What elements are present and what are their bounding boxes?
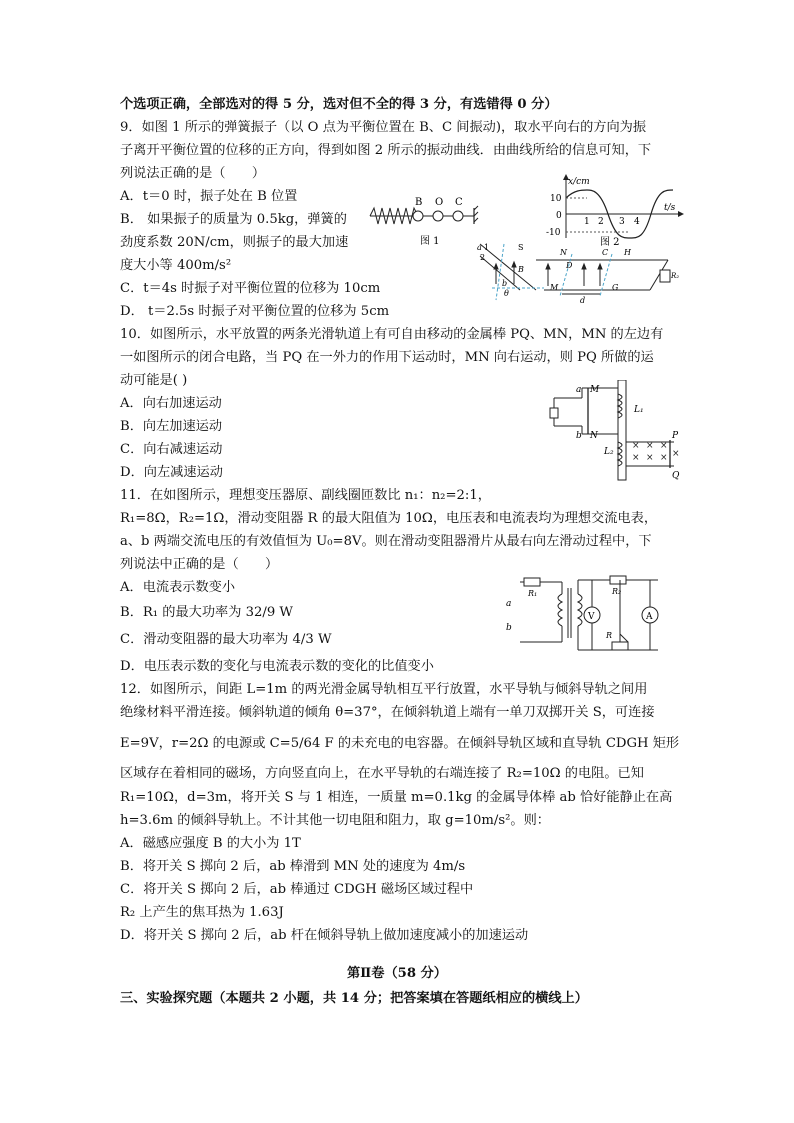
q9-stem-1: 9．如图 1 所示的弹簧振子（以 O 点为平衡位置在 B、C 间振动)，取水平向右的方向为振 bbox=[120, 120, 647, 135]
q9-stem-2: 子离开平衡位置的位移的正方向，得到如图 2 所示的振动曲线．由曲线所给的信息可知，下 bbox=[120, 143, 652, 158]
xtick-1: 1 bbox=[584, 217, 590, 227]
fig12-label-d: D bbox=[566, 261, 573, 270]
transformer-circuit-figure bbox=[502, 572, 666, 658]
svg-text:×: × bbox=[632, 453, 640, 463]
q12-stem-1: 12．如图所示，间距 L=1m 的两光滑金属导轨相互平行放置，水平导轨与倾斜导轨之间用 bbox=[120, 682, 648, 697]
q9-option-c: C．t＝4s 时振子对平衡位置的位移为 10cm bbox=[120, 281, 381, 296]
spring-oscillator-figure bbox=[368, 190, 480, 248]
fig10-label-b: b bbox=[576, 431, 582, 441]
q10-option-a: A．向右加速运动 bbox=[120, 396, 222, 411]
section-3-title: 三、实验探究题（本题共 2 小题，共 14 分；把答案填在答题纸相应的横线上） bbox=[120, 991, 588, 1006]
fig12-label-b: b bbox=[502, 279, 508, 288]
fig2-xlabel: t/s bbox=[664, 203, 676, 213]
fig12-label-field: B bbox=[518, 265, 524, 274]
fig10-label-l1: L₁ bbox=[634, 405, 644, 415]
fig11-label-r: R bbox=[606, 631, 613, 640]
q12-stem-2: 绝缘材料平滑连接。倾斜轨道的倾角 θ=37°，在倾斜轨道上端有一单刀双掷开关 S，可连接 bbox=[120, 705, 655, 720]
q10-stem-1: 10．如图所示，水平放置的两条光滑轨道上有可自由移动的金属棒 PQ、MN，MN 的左边有 bbox=[120, 327, 664, 342]
ytick-neg10: -10 bbox=[546, 228, 561, 238]
fig12-label-2: 2 bbox=[480, 253, 486, 262]
q9-stem-3: 列说法正确的是（ ） bbox=[120, 166, 266, 181]
q9-option-b-2: 劲度系数 20N/cm，则振子的最大加速 bbox=[120, 235, 349, 250]
part-2-title: 第Ⅱ卷（58 分） bbox=[347, 966, 447, 981]
label-c: C bbox=[455, 197, 463, 208]
vibration-curve-figure bbox=[538, 172, 688, 248]
q11-stem-2: R₁=8Ω，R₂=1Ω，滑动变阻器 R 的最大阻值为 10Ω，电压表和电流表均为理想交流电表， bbox=[120, 511, 658, 526]
rail-field-figure bbox=[474, 240, 684, 304]
xtick-4: 4 bbox=[634, 217, 640, 227]
q9-option-a: A．t＝0 时，振子处在 B 位置 bbox=[120, 189, 298, 204]
fig10-label-a: a bbox=[576, 385, 582, 395]
q10-option-d: D．向左减速运动 bbox=[120, 465, 223, 480]
xtick-3: 3 bbox=[619, 217, 625, 227]
voltmeter-label: V bbox=[588, 612, 595, 622]
q12-stem-4: 区域存在着相同的磁场，方向竖直向上，在水平导轨的右端连接了 R₂=10Ω 的电阻。已知 bbox=[120, 766, 644, 781]
fig2-caption: 图 2 bbox=[600, 237, 620, 248]
q12-option-c-2: R₂ 上产生的焦耳热为 1.63J bbox=[120, 905, 284, 920]
svg-text:×: × bbox=[660, 453, 668, 463]
svg-text:×: × bbox=[646, 453, 654, 463]
q10-stem-2: 一如图所示的闭合电路，当 PQ 在一外力的作用下运动时，MN 向右运动，则 PQ 所做的运 bbox=[120, 350, 654, 365]
ytick-0: 0 bbox=[556, 211, 562, 221]
fig12-label-1: 1 bbox=[484, 243, 490, 252]
q11-stem-3: a、b 两端交流电压的有效值恒为 U₀=8V。则在滑动变阻器滑片从最右向左滑动过程中，下 bbox=[120, 534, 652, 549]
fig11-label-b: b bbox=[506, 623, 512, 633]
label-b: B bbox=[415, 197, 423, 208]
fig12-label-m: M bbox=[550, 283, 559, 292]
fig1-caption: 图 1 bbox=[420, 236, 440, 247]
fig12-label-h: H bbox=[624, 248, 631, 257]
q11-stem-1: 11．在如图所示，理想变压器原、副线圈匝数比 n₁：n₂=2:1， bbox=[120, 488, 491, 503]
q11-option-c: C．滑动变阻器的最大功率为 4/3 W bbox=[120, 632, 332, 647]
xtick-2: 2 bbox=[598, 217, 604, 227]
fig11-label-a: a bbox=[506, 599, 512, 609]
fig12-label-a: a bbox=[477, 243, 482, 252]
fig12-label-c: C bbox=[602, 248, 609, 257]
fig12-label-theta: θ bbox=[504, 289, 509, 298]
fig12-label-s: S bbox=[518, 243, 524, 252]
q9-option-b-1: B． 如果振子的质量为 0.5kg，弹簧的 bbox=[120, 212, 347, 227]
svg-text:×: × bbox=[646, 441, 654, 451]
coil-circuit-figure bbox=[548, 380, 682, 484]
q10-option-c: C．向右减速运动 bbox=[120, 442, 223, 457]
q12-stem-3: E=9V，r=2Ω 的电源或 C=5/64 F 的未充电的电容器。在倾斜导轨区域和直导轨 CDGH 矩形 bbox=[120, 736, 680, 751]
q12-option-b: B．将开关 S 掷向 2 后，ab 棒滑到 MN 处的速度为 4m/s bbox=[120, 859, 466, 874]
q9-option-d: D． t＝2.5s 时振子对平衡位置的位移为 5cm bbox=[120, 304, 390, 319]
q12-stem-5: R₁=10Ω，d=3m，将开关 S 与 1 相连，一质量 m=0.1kg 的金属导体棒 ab 恰好能静止在高 bbox=[120, 790, 673, 805]
q12-option-c-1: C．将开关 S 掷向 2 后，ab 棒通过 CDGH 磁场区域过程中 bbox=[120, 882, 474, 897]
fig10-label-n: N bbox=[590, 431, 598, 441]
fig10-label-q: Q bbox=[672, 471, 680, 481]
svg-text:×: × bbox=[660, 441, 668, 451]
q12-stem-6: h=3.6m 的倾斜导轨上。不计其他一切电阻和阻力，取 g=10m/s²。则： bbox=[120, 813, 550, 828]
svg-text:×: × bbox=[632, 441, 640, 451]
fig10-label-m: M bbox=[590, 385, 600, 395]
q11-stem-4: 列说法中正确的是（ ） bbox=[120, 557, 279, 572]
label-o: O bbox=[435, 197, 444, 208]
q12-option-a: A．磁感应强度 B 的大小为 1T bbox=[120, 836, 301, 851]
fig11-label-r1: R₁ bbox=[528, 589, 538, 598]
q11-option-b: B．R₁ 的最大功率为 32/9 W bbox=[120, 605, 293, 620]
fig10-label-l2: L₂ bbox=[604, 447, 614, 457]
q10-option-b: B．向左加速运动 bbox=[120, 419, 223, 434]
fig12-label-n: N bbox=[560, 248, 567, 257]
q11-option-a: A．电流表示数变小 bbox=[120, 580, 236, 595]
fig12-label-g: G bbox=[612, 283, 619, 292]
fig12-label-dist: d bbox=[580, 296, 586, 304]
q12-option-d: D．将开关 S 掷向 2 后，ab 杆在倾斜导轨上做加速度减小的加速运动 bbox=[120, 928, 529, 943]
fig12-label-r2: R₂ bbox=[671, 272, 680, 280]
ammeter-label: A bbox=[646, 612, 653, 622]
fig10-label-p: P bbox=[672, 431, 679, 441]
q10-stem-3: 动可能是( ) bbox=[120, 373, 188, 388]
fig2-ylabel: x/cm bbox=[568, 177, 590, 187]
q11-option-d: D．电压表示数的变化与电流表示数的变化的比值变小 bbox=[120, 659, 434, 674]
ytick-10: 10 bbox=[550, 194, 562, 204]
fig11-label-r2: R₂ bbox=[612, 587, 622, 596]
q9-option-b-3: 度大小等 400m/s² bbox=[120, 258, 232, 273]
svg-text:×: × bbox=[672, 449, 680, 459]
section-note: 个选项正确，全部选对的得 5 分，选对但不全的得 3 分，有选错得 0 分） bbox=[120, 97, 558, 112]
